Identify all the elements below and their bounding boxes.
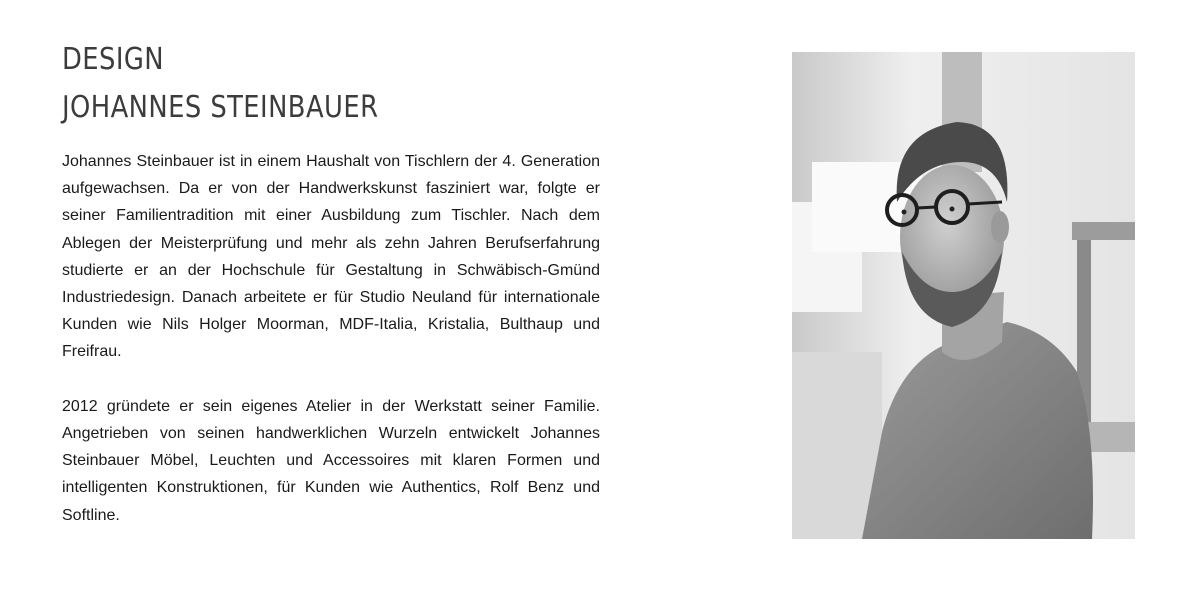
bio-paragraph-1: Johannes Steinbauer ist in einem Haushalt von Tischlern der 4. Generation aufgewachsen. Da er von der Handwerkskunst fasziniert war, folgte er seiner Familientradition mit einer Ausbildung zum Tischler. Nach dem Ablegen der Meisterprüfung und mehr als zehn Jahren Berufserfahrung studierte er an der Hochschule für Gestaltung in Schwäbisch-Gmünd Industriedesign. Danach arbeitete er für Studio Neuland für internationale Kunden wie Nils Holger Moorman, MDF-Italia, Kristalia, Bulthaup und Freifrau. [62, 153, 600, 361]
biography [62, 148, 600, 529]
title-designer-name: JOHANNES STEINBAUER [62, 90, 379, 125]
title-category: DESIGN [62, 42, 165, 77]
page-title [62, 36, 378, 132]
portrait-photo-icon [792, 52, 1135, 539]
portrait-photo [792, 52, 1135, 539]
bio-paragraph-2: 2012 gründete er sein eigenes Atelier in der Werkstatt seiner Familie. Angetrieben von seinen handwerklichen Wurzeln entwickelt Johannes Steinbauer Möbel, Leuchten und Accessoires mit klaren Formen und intelligenten Konstruktionen, für Kunden wie Authentics, Rolf Benz und Softline. [62, 397, 600, 524]
